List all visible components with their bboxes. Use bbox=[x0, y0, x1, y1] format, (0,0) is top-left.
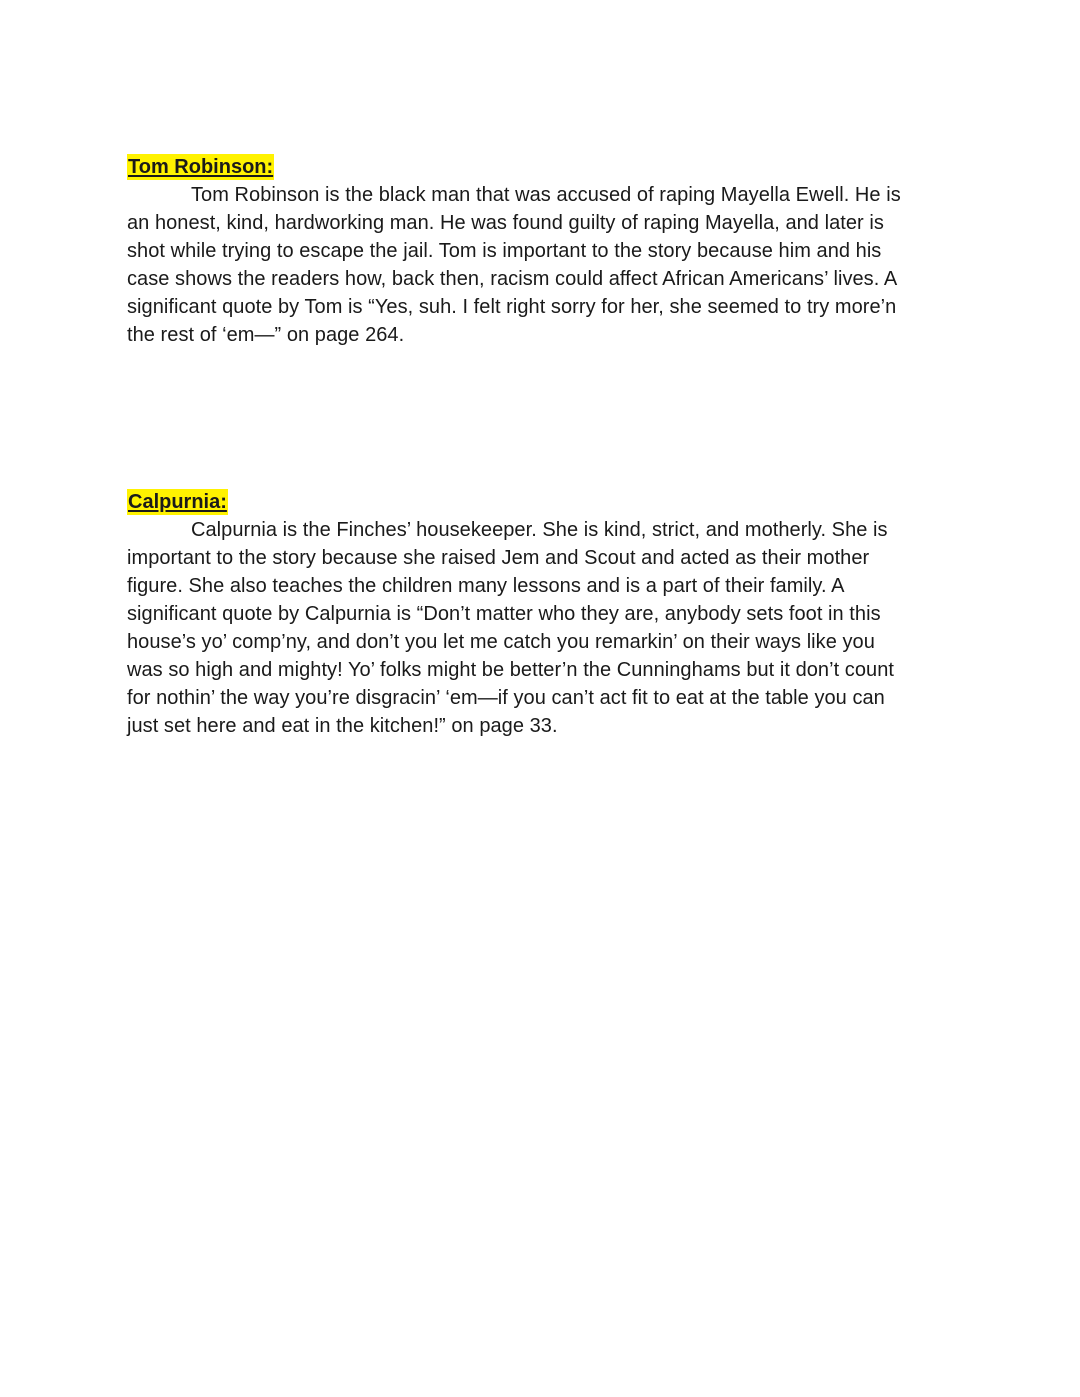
paragraph-line: significant quote by Tom is “Yes, suh. I felt right sorry for her, she seemed to try more’n bbox=[127, 296, 897, 318]
section-calpurnia bbox=[127, 489, 957, 740]
paragraph-line: figure. She also teaches the children many lessons and is a part of their family. A bbox=[127, 575, 845, 597]
section-paragraph bbox=[127, 181, 957, 349]
paragraph-line: just set here and eat in the kitchen!” on page 33. bbox=[127, 715, 558, 737]
paragraph-line: for nothin’ the way you’re disgracin’ ‘em—if you can’t act fit to eat at the table you can bbox=[127, 687, 885, 709]
paragraph-line: Calpurnia is the Finches’ housekeeper. She is kind, strict, and motherly. She is bbox=[191, 519, 888, 541]
paragraph-line: significant quote by Calpurnia is “Don’t matter who they are, anybody sets foot in this bbox=[127, 603, 881, 625]
section-paragraph bbox=[127, 516, 957, 740]
paragraph-line: was so high and mighty! Yo’ folks might be better’n the Cunninghams but it don’t count bbox=[127, 659, 894, 681]
paragraph-line: shot while trying to escape the jail. Tom is important to the story because him and his bbox=[127, 240, 882, 262]
paragraph-line: the rest of ‘em—” on page 264. bbox=[127, 324, 405, 346]
paragraph-line: important to the story because she raised Jem and Scout and acted as their mother bbox=[127, 547, 870, 569]
section-heading: Calpurnia: bbox=[128, 491, 227, 513]
section-tom-robinson bbox=[127, 154, 957, 349]
paragraph-line: Tom Robinson is the black man that was accused of raping Mayella Ewell. He is bbox=[191, 184, 901, 206]
paragraph-line: case shows the readers how, back then, racism could affect African Americans’ lives. A bbox=[127, 268, 898, 290]
section-heading: Tom Robinson: bbox=[128, 156, 274, 178]
paragraph-line: house’s yo’ comp’ny, and don’t you let me catch you remarkin’ on their ways like you bbox=[127, 631, 875, 653]
paragraph-line: an honest, kind, hardworking man. He was found guilty of raping Mayella, and later is bbox=[127, 212, 884, 234]
